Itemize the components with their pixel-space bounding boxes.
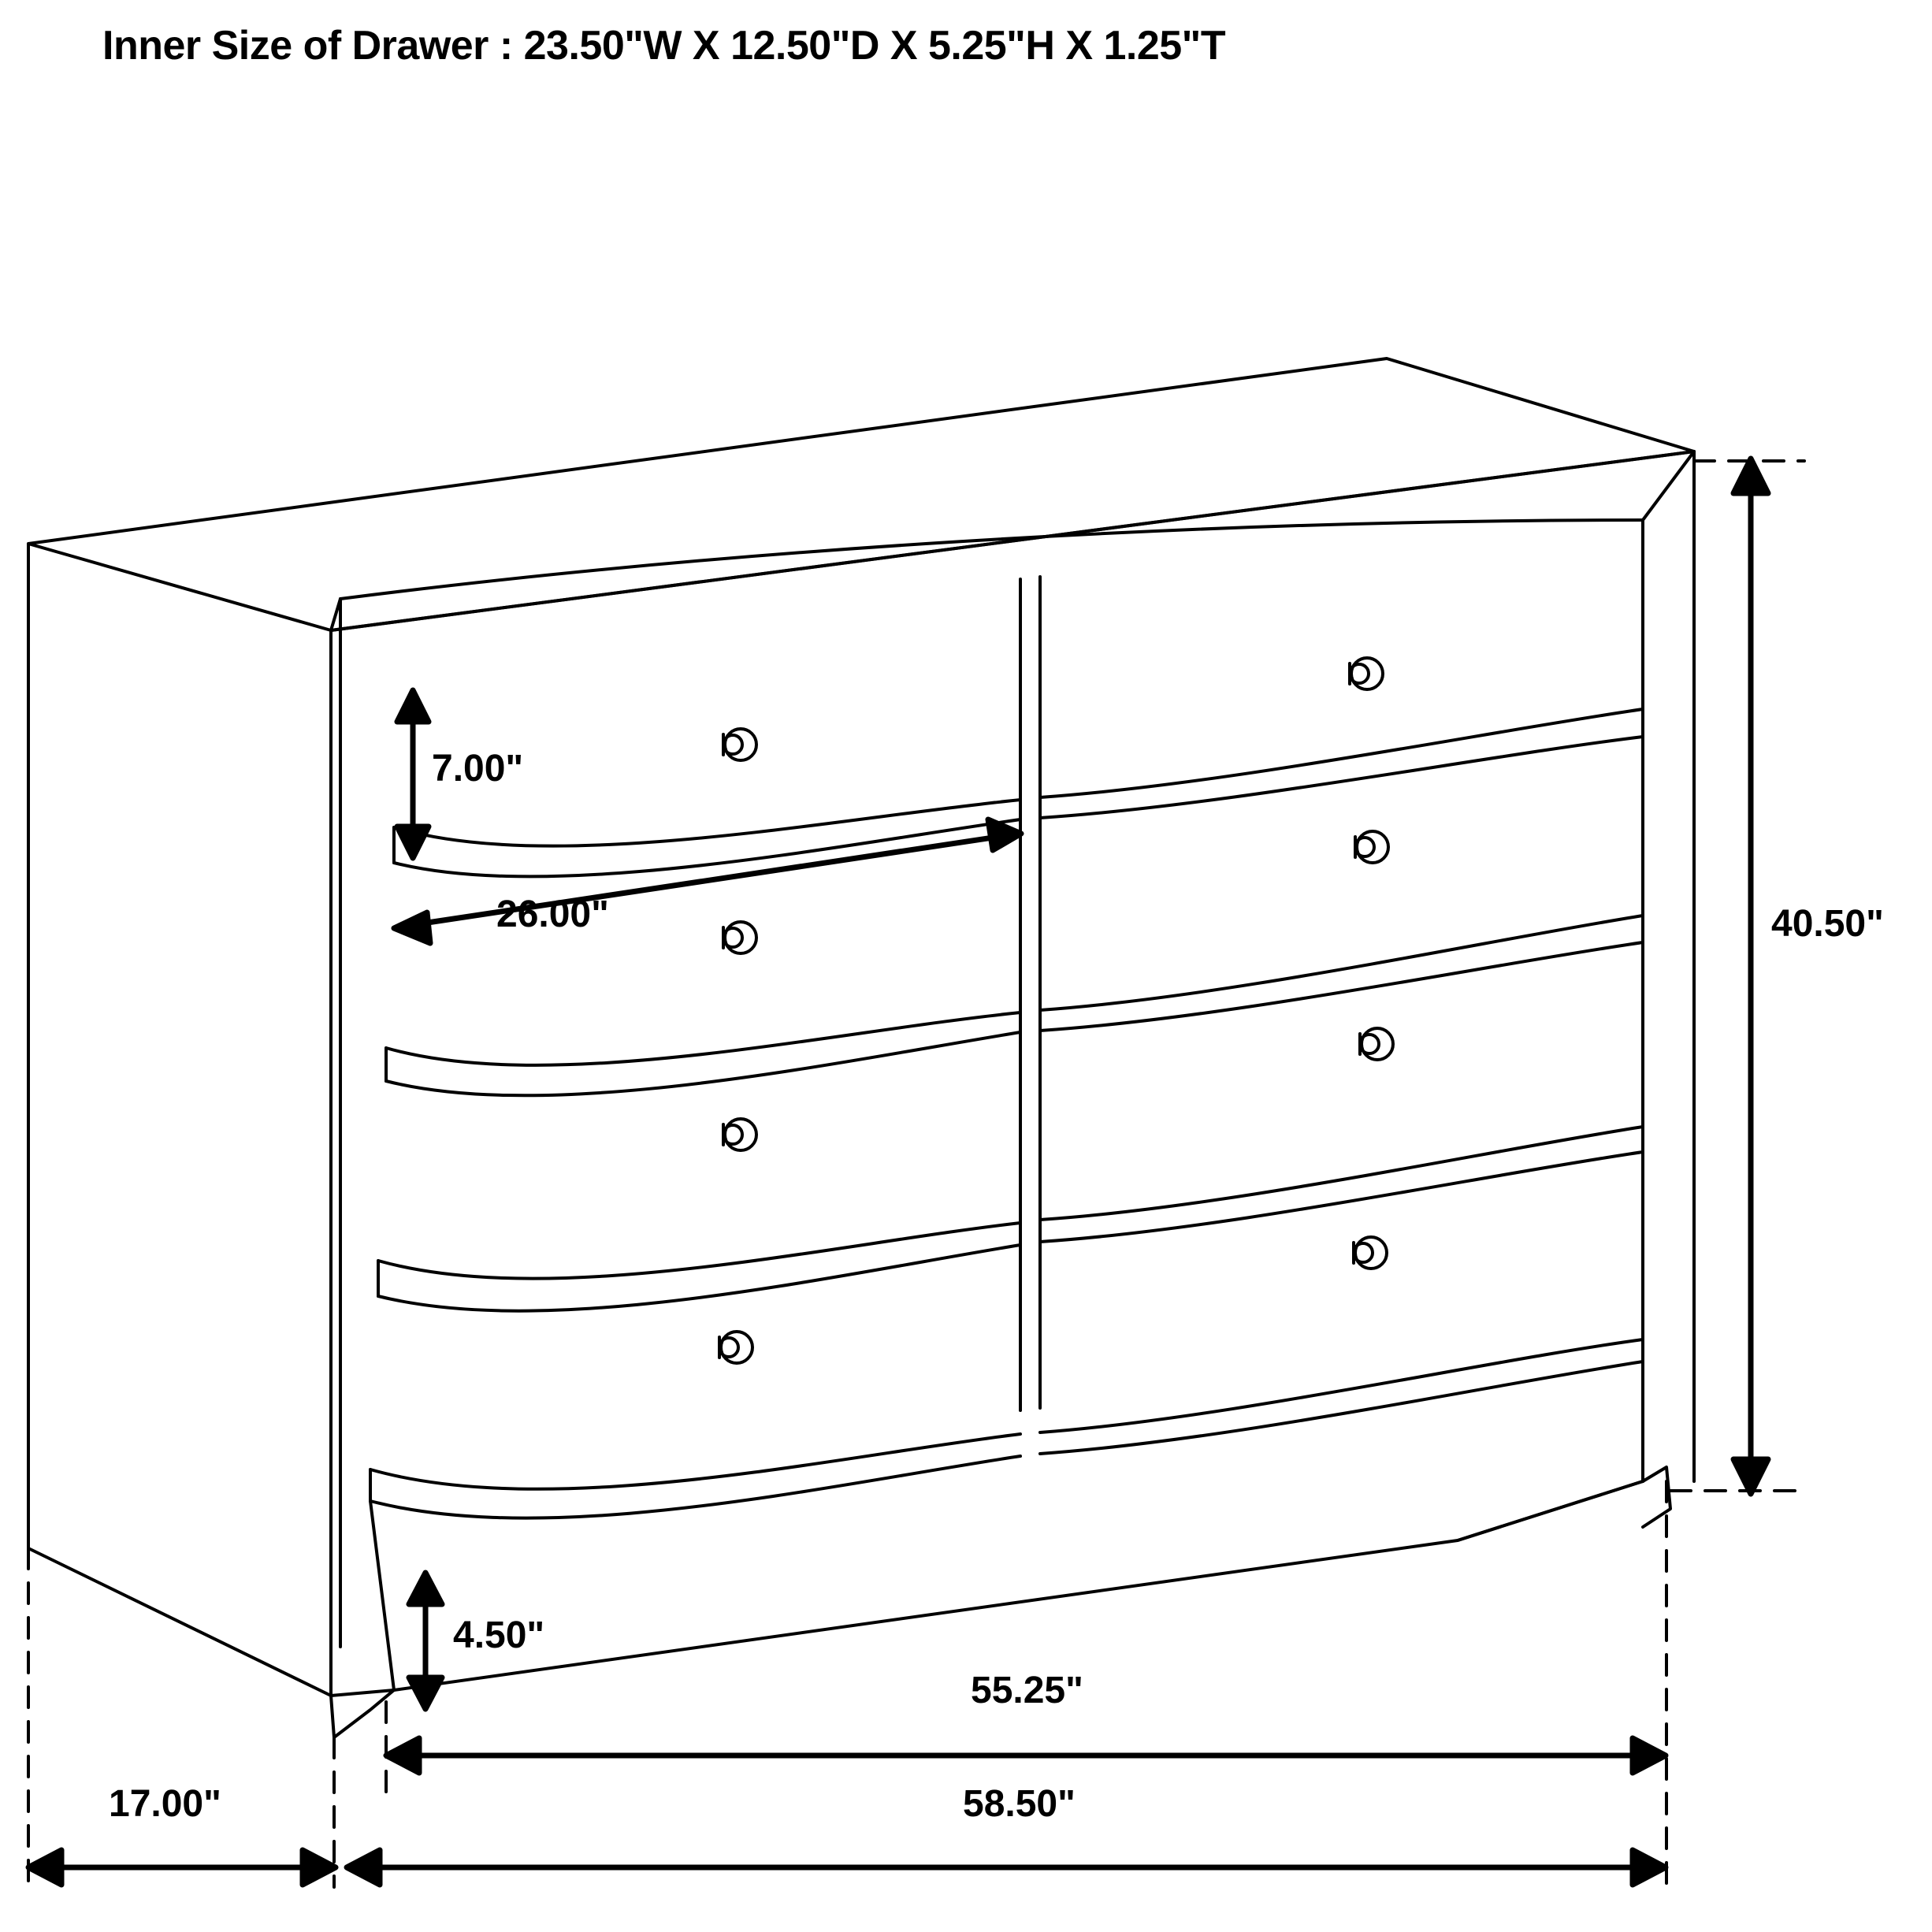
drawer-divider-2-right-a [1040,916,1643,1010]
dresser-top-front-lip [331,451,1694,630]
drawer-divider-1-right-a [1040,709,1643,797]
dimension-arrow-drawer-height [397,690,429,858]
drawer-knob-icon-group [719,658,1393,1363]
dresser-top-surface [28,359,1694,630]
drawer-knob-icon [1360,1028,1393,1060]
page-title: Inner Size of Drawer : 23.50"W X 12.50"D X 5.25"H X 1.25"T [102,23,1226,69]
drawer-knob-icon [1350,658,1383,689]
dimension-arrow-total-width [347,1850,1666,1885]
drawer-knob-icon [1354,1237,1387,1269]
drawer-knob-icon [1355,831,1388,863]
drawer-knob-icon [719,1332,752,1363]
drawer-divider-3-right-a [1040,1127,1643,1220]
dresser-top-lip-right [1643,451,1694,520]
drawer-bottom-rail-right-b [1040,1362,1643,1454]
drawer-divider-2-left-a [386,1012,1020,1065]
drawer-divider-3-right-b [1040,1152,1643,1242]
drawer-bottom-rail-left-a [370,1434,1020,1489]
drawer-divider-3-left-a [378,1223,1020,1279]
dimension-label-total-width: 58.50" [963,1783,1076,1825]
dimension-arrow-base-width [386,1738,1666,1773]
dimension-label-total-height: 40.50" [1771,903,1884,945]
dresser-base-left-join [331,1690,394,1696]
dimension-arrow-depth [28,1850,336,1885]
drawer-divider-1-left-a [394,800,1020,846]
dimension-label-leg-height: 4.50" [453,1614,545,1656]
drawer-knob-icon [723,729,756,760]
drawer-divider-2-right-b [1040,942,1643,1031]
dimension-arrow-total-height [1733,459,1768,1494]
dresser-left-side-panel [28,544,331,1696]
dresser-top-front-curve [340,520,1643,599]
dimension-label-base-width: 55.25" [971,1670,1083,1711]
drawer-knob-icon [723,1119,756,1150]
drawer-bottom-rail-right-a [1040,1339,1643,1432]
drawer-divider-1-right-b [1040,737,1643,818]
dimension-label-drawer-height: 7.00" [432,748,524,790]
dimension-label-drawer-width: 26.00" [496,894,609,935]
dimension-label-depth: 17.00" [109,1783,221,1825]
drawer-knob-icon [723,922,756,953]
dimension-arrow-leg-height [409,1573,442,1709]
dresser-base-right-bevel [1458,1481,1643,1540]
dresser-base-skirt [370,1362,1643,1690]
